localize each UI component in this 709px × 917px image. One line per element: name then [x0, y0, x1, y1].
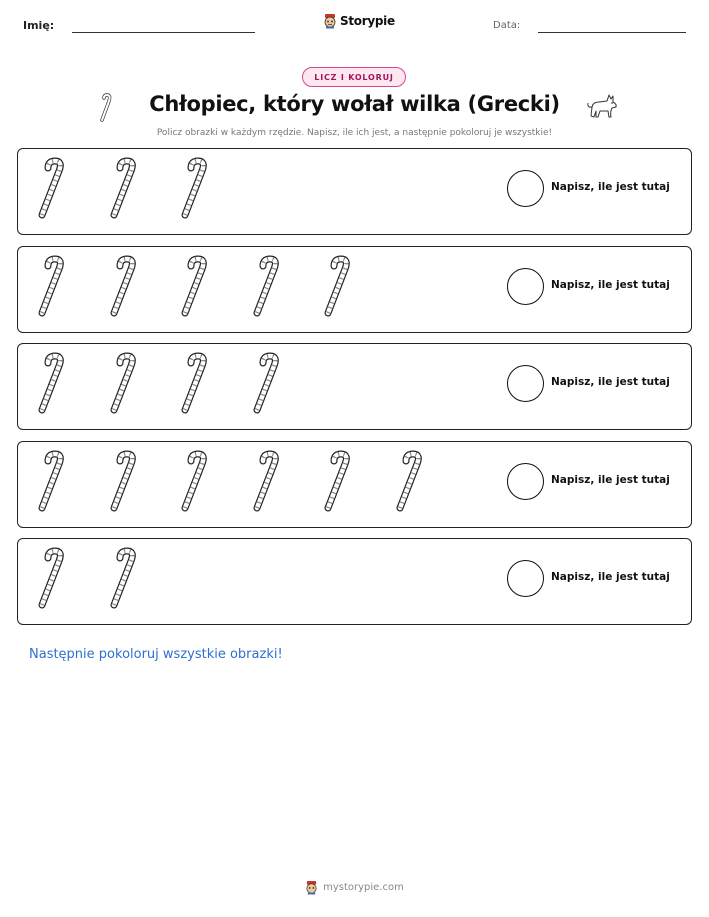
date-label: Data:: [493, 20, 521, 31]
answer-label: Napisz, ile jest tutaj: [551, 473, 670, 486]
wolf-icon: [585, 90, 619, 122]
candy-cane-icon[interactable]: [35, 352, 67, 416]
name-label: Imię:: [23, 19, 55, 32]
candy-cane-icon[interactable]: [250, 450, 282, 514]
answer-circle[interactable]: [507, 268, 544, 305]
candy-cane-icon[interactable]: [178, 157, 210, 221]
candy-cane-icon[interactable]: [107, 352, 139, 416]
candy-cane-icon[interactable]: [250, 352, 282, 416]
candy-cane-icon[interactable]: [35, 547, 67, 611]
count-row: [17, 441, 692, 528]
site-url: mystorypie.com: [323, 882, 404, 893]
candy-cane-icon[interactable]: [107, 157, 139, 221]
count-row: [17, 148, 692, 235]
candy-cane-icon[interactable]: [321, 255, 353, 319]
candy-cane-icon[interactable]: [321, 450, 353, 514]
activity-badge: LICZ I KOLORUJ: [302, 67, 406, 87]
answer-circle[interactable]: [507, 463, 544, 500]
count-row: [17, 246, 692, 333]
candy-cane-icon[interactable]: [107, 547, 139, 611]
instructions: Policz obrazki w każdym rzędzie. Napisz, ile ich jest, a następnie pokoloruj je wszystkie!: [156, 128, 553, 138]
candy-cane-icon[interactable]: [178, 352, 210, 416]
count-row: [17, 538, 692, 625]
brand-logo: [323, 13, 395, 29]
page-title: Chłopiec, który wołał wilka (Grecki): [149, 92, 560, 116]
answer-label: Napisz, ile jest tutaj: [551, 278, 670, 291]
candy-cane-icon[interactable]: [107, 255, 139, 319]
candy-cane-icon[interactable]: [178, 255, 210, 319]
answer-circle[interactable]: [507, 170, 544, 207]
answer-circle[interactable]: [507, 365, 544, 402]
candy-cane-icon[interactable]: [35, 450, 67, 514]
candy-cane-icon[interactable]: [107, 450, 139, 514]
date-write-line: [538, 32, 686, 33]
candy-cane-icon[interactable]: [250, 255, 282, 319]
count-row: [17, 343, 692, 430]
worksheet-header: [0, 0, 709, 50]
candy-cane-icon[interactable]: [178, 450, 210, 514]
answer-label: Napisz, ile jest tutaj: [551, 571, 670, 583]
answer-label: Napisz, ile jest tutaj: [551, 181, 670, 193]
candy-cane-icon[interactable]: [35, 255, 67, 319]
answer-label: Napisz, ile jest tutaj: [551, 376, 670, 388]
candy-cane-icon[interactable]: [393, 450, 425, 514]
candy-cane-icon[interactable]: [35, 157, 67, 221]
answer-circle[interactable]: [507, 560, 544, 597]
name-write-line: [72, 32, 255, 33]
brand-name: Storypie: [340, 14, 395, 28]
storypie-logo-icon: [305, 880, 318, 895]
site-footer: [0, 880, 709, 895]
footer-instruction: Następnie pokoloruj wszystkie obrazki!: [29, 647, 283, 662]
storypie-logo-icon: [323, 13, 337, 29]
